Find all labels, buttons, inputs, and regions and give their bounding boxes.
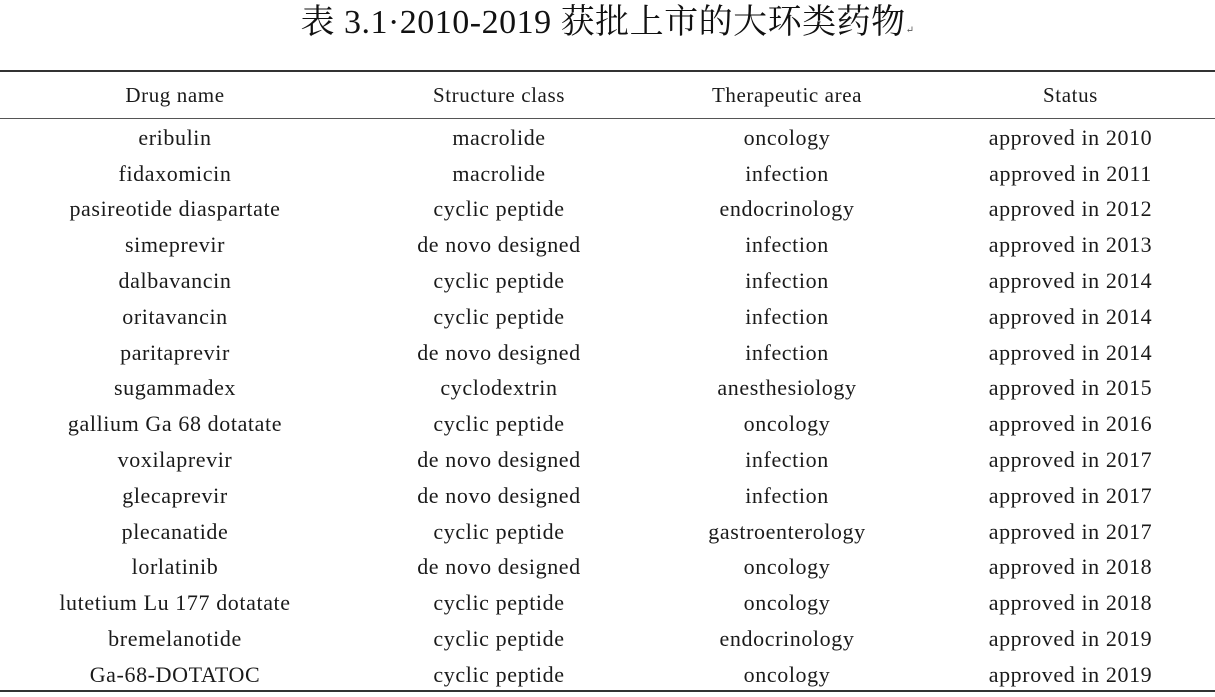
table-row [0,657,1215,693]
table-row [0,585,1215,621]
table-row [0,120,1215,156]
structure-class-cell: cyclic peptide [433,626,565,652]
status-cell: approved in 2018 [988,554,1153,580]
therapeutic-area-cell: infection [745,268,829,294]
structure-class-cell: cyclic peptide [433,303,565,329]
structure-class-cell: cyclic peptide [433,268,565,294]
drug-name-cell: pasireotide diaspartate [69,196,281,222]
drug-name-cell: lorlatinib [131,554,219,580]
status-cell: approved in 2010 [988,124,1153,150]
drug-name-cell: dalbavancin [118,268,232,294]
table-row [0,514,1215,550]
therapeutic-area-cell: endocrinology [719,626,855,652]
status-cell: approved in 2019 [988,661,1153,687]
status-cell: approved in 2012 [988,196,1153,222]
structure-class-cell: de novo designed [417,447,581,473]
column-header-therapeutic-area: Therapeutic area [711,82,863,107]
paragraph-mark-icon: ↵ [905,25,915,36]
status-cell: approved in 2014 [988,339,1153,365]
drug-name-cell: glecaprevir [122,482,228,508]
structure-class-cell: macrolide [452,124,546,150]
status-cell: approved in 2019 [988,626,1153,652]
therapeutic-area-cell: oncology [743,411,831,437]
status-cell: approved in 2018 [988,590,1153,616]
structure-class-cell: cyclic peptide [433,411,565,437]
therapeutic-area-cell: gastroenterology [708,518,866,544]
status-cell: approved in 2014 [988,268,1153,294]
structure-class-cell: de novo designed [417,482,581,508]
status-cell: approved in 2017 [988,447,1153,473]
caption-text: 表 3.1·2010-2019 获批上市的大环类药物 [300,4,906,41]
table-row [0,550,1215,586]
table-row [0,621,1215,657]
structure-class-cell: de novo designed [417,232,581,258]
therapeutic-area-cell: infection [745,447,829,473]
drug-name-cell: gallium Ga 68 dotatate [67,411,283,437]
status-cell: approved in 2013 [988,232,1153,258]
table-header-rule [0,118,1215,119]
structure-class-cell: cyclic peptide [433,661,565,687]
drug-name-cell: fidaxomicin [118,160,232,186]
status-cell: approved in 2015 [988,375,1153,401]
structure-class-cell: cyclodextrin [440,375,558,401]
therapeutic-area-cell: oncology [743,661,831,687]
table-row [0,478,1215,514]
drug-name-cell: oritavancin [122,303,228,329]
table-row [0,192,1215,228]
therapeutic-area-cell: infection [745,160,829,186]
status-cell: approved in 2017 [988,482,1153,508]
therapeutic-area-cell: oncology [743,590,831,616]
status-cell: approved in 2017 [988,518,1153,544]
structure-class-cell: de novo designed [417,554,581,580]
status-cell: approved in 2016 [988,411,1153,437]
column-header-drug-name: Drug name [125,82,225,107]
therapeutic-area-cell: anesthesiology [717,375,857,401]
therapeutic-area-cell: oncology [743,554,831,580]
table-row [0,156,1215,192]
drug-name-cell: eribulin [138,124,212,150]
table-row [0,263,1215,299]
therapeutic-area-cell: infection [745,303,829,329]
table-caption [0,0,1215,48]
therapeutic-area-cell: infection [745,339,829,365]
structure-class-cell: cyclic peptide [433,196,565,222]
drug-table [0,72,1215,687]
table-body [0,120,1215,693]
therapeutic-area-cell: oncology [743,124,831,150]
structure-class-cell: cyclic peptide [433,518,565,544]
drug-name-cell: bremelanotide [108,626,242,652]
structure-class-cell: cyclic peptide [433,590,565,616]
therapeutic-area-cell: endocrinology [719,196,855,222]
table-header-row [0,72,1215,118]
drug-name-cell: plecanatide [121,518,229,544]
table-row [0,442,1215,478]
therapeutic-area-cell: infection [745,482,829,508]
table-row [0,335,1215,371]
drug-name-cell: paritaprevir [120,339,230,365]
drug-name-cell: sugammadex [113,375,237,401]
column-header-status: Status [1043,82,1098,107]
drug-name-cell: simeprevir [124,232,226,258]
status-cell: approved in 2014 [988,303,1153,329]
therapeutic-area-cell: infection [745,232,829,258]
drug-name-cell: lutetium Lu 177 dotatate [59,590,291,616]
table-row [0,406,1215,442]
structure-class-cell: de novo designed [417,339,581,365]
structure-class-cell: macrolide [452,160,546,186]
table-row [0,299,1215,335]
drug-name-cell: Ga-68-DOTATOC [89,661,261,687]
table-row [0,227,1215,263]
drug-name-cell: voxilaprevir [117,447,233,473]
table-row [0,371,1215,407]
column-header-structure-class: Structure class [432,82,566,107]
status-cell: approved in 2011 [989,160,1152,186]
